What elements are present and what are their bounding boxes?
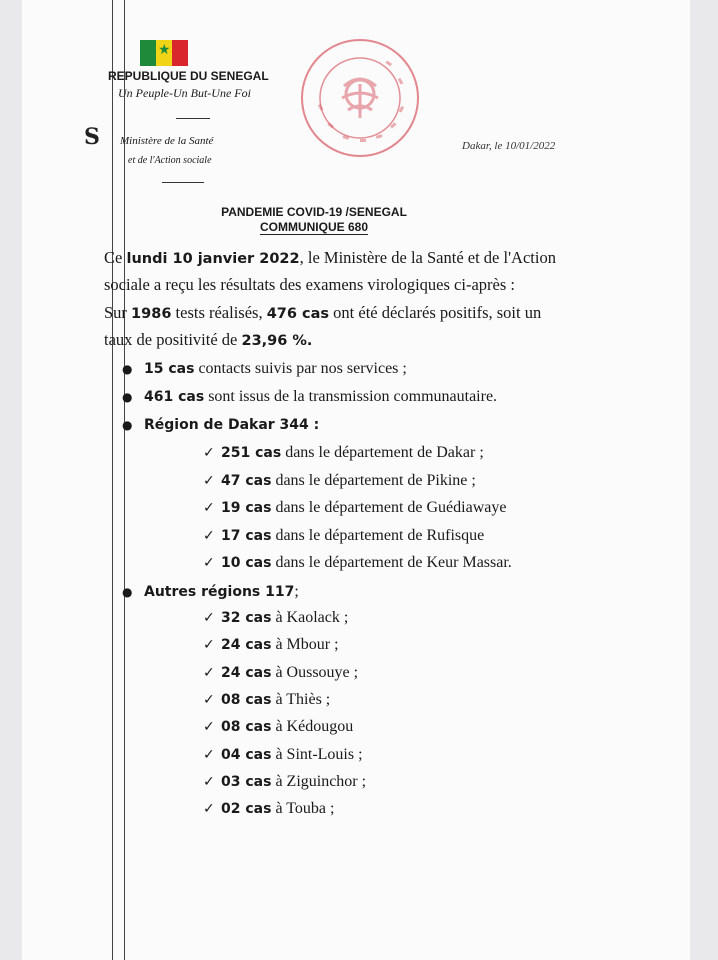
bullet-dakar-region: ● Région de Dakar 344 : bbox=[122, 417, 320, 433]
divider bbox=[176, 118, 210, 119]
checkmark-icon: ✓ bbox=[203, 610, 215, 626]
other-region-item: ✓ 24 cas à Mbour ; bbox=[203, 636, 339, 654]
star-icon: ★ bbox=[158, 42, 171, 58]
bullet-icon: ● bbox=[122, 585, 133, 599]
dakar-department-item: ✓ 19 cas dans le département de Guédiawaye bbox=[203, 499, 507, 516]
bullet-community: ● 461 cas sont issus de la transmission communautaire. bbox=[122, 388, 498, 405]
communique-number: COMMUNIQUE 680 bbox=[259, 220, 369, 234]
intro-line-4: taux de positivité de 23,96 %. bbox=[104, 330, 313, 349]
other-region-item: ✓ 02 cas à Touba ; bbox=[203, 800, 335, 818]
ministry-name-line1: Ministère de la Santé bbox=[120, 135, 214, 147]
intro-line-2: sociale a reçu les résultats des examens virologiques ci-après : bbox=[104, 275, 515, 294]
divider bbox=[162, 182, 204, 183]
other-region-item: ✓ 03 cas à Ziguinchor ; bbox=[203, 772, 367, 790]
dakar-department-item: ✓ 17 cas dans le département de Rufisque bbox=[203, 526, 485, 544]
dakar-department-item: ✓ 10 cas dans le département de Keur Massar. bbox=[203, 554, 512, 571]
intro-line-3: Sur 1986 tests réalisés, 476 cas ont été déclarés positifs, soit un bbox=[104, 303, 542, 322]
other-region-item: ✓ 04 cas à Sint-Louis ; bbox=[203, 745, 363, 763]
bullet-icon: ● bbox=[122, 362, 133, 376]
bullet-icon: ● bbox=[122, 390, 133, 404]
checkmark-icon: ✓ bbox=[203, 637, 215, 654]
dakar-department-item: ✓ 47 cas dans le département de Pikine ; bbox=[203, 471, 476, 489]
checkmark-icon: ✓ bbox=[203, 527, 215, 544]
senegal-flag bbox=[140, 40, 188, 66]
other-region-item: ✓ 32 cas à Kaolack ; bbox=[203, 609, 349, 626]
ministry-name-line2: et de l'Action sociale bbox=[128, 155, 212, 166]
checkmark-icon: ✓ bbox=[203, 746, 215, 763]
checkmark-icon: ✓ bbox=[203, 691, 215, 708]
other-region-item: ✓ 24 cas à Oussouye ; bbox=[203, 663, 359, 681]
document-date: Dakar, le 10/01/2022 bbox=[462, 140, 556, 152]
communique-heading: PANDEMIE COVID-19 /SENEGAL bbox=[221, 205, 407, 219]
republic-title: REPUBLIQUE DU SENEGAL bbox=[108, 69, 269, 83]
dakar-department-item: ✓ 251 cas dans le département de Dakar ; bbox=[203, 444, 484, 461]
checkmark-icon: ✓ bbox=[203, 445, 215, 461]
checkmark-icon: ✓ bbox=[203, 555, 215, 571]
margin-line-left bbox=[112, 0, 113, 960]
other-region-item: ✓ 08 cas à Kédougou bbox=[203, 718, 354, 736]
official-stamp-icon bbox=[298, 36, 422, 160]
checkmark-icon: ✓ bbox=[203, 773, 215, 790]
checkmark-icon: ✓ bbox=[203, 472, 215, 489]
checkmark-icon: ✓ bbox=[203, 801, 215, 818]
checkmark-icon: ✓ bbox=[203, 664, 215, 681]
checkmark-icon: ✓ bbox=[203, 500, 215, 516]
ministry-logo-icon: S bbox=[84, 124, 100, 150]
intro-line-1: Ce lundi 10 janvier 2022, le Ministère de la Santé et de l'Action bbox=[104, 248, 556, 267]
checkmark-icon: ✓ bbox=[203, 719, 215, 736]
bullet-other-regions: ● Autres régions 117; bbox=[122, 583, 299, 600]
bullet-icon: ● bbox=[122, 418, 133, 432]
other-region-item: ✓ 08 cas à Thiès ; bbox=[203, 690, 331, 708]
bullet-contacts: ● 15 cas contacts suivis par nos services ; bbox=[122, 360, 407, 377]
national-motto: Un Peuple-Un But-Une Foi bbox=[118, 86, 251, 100]
